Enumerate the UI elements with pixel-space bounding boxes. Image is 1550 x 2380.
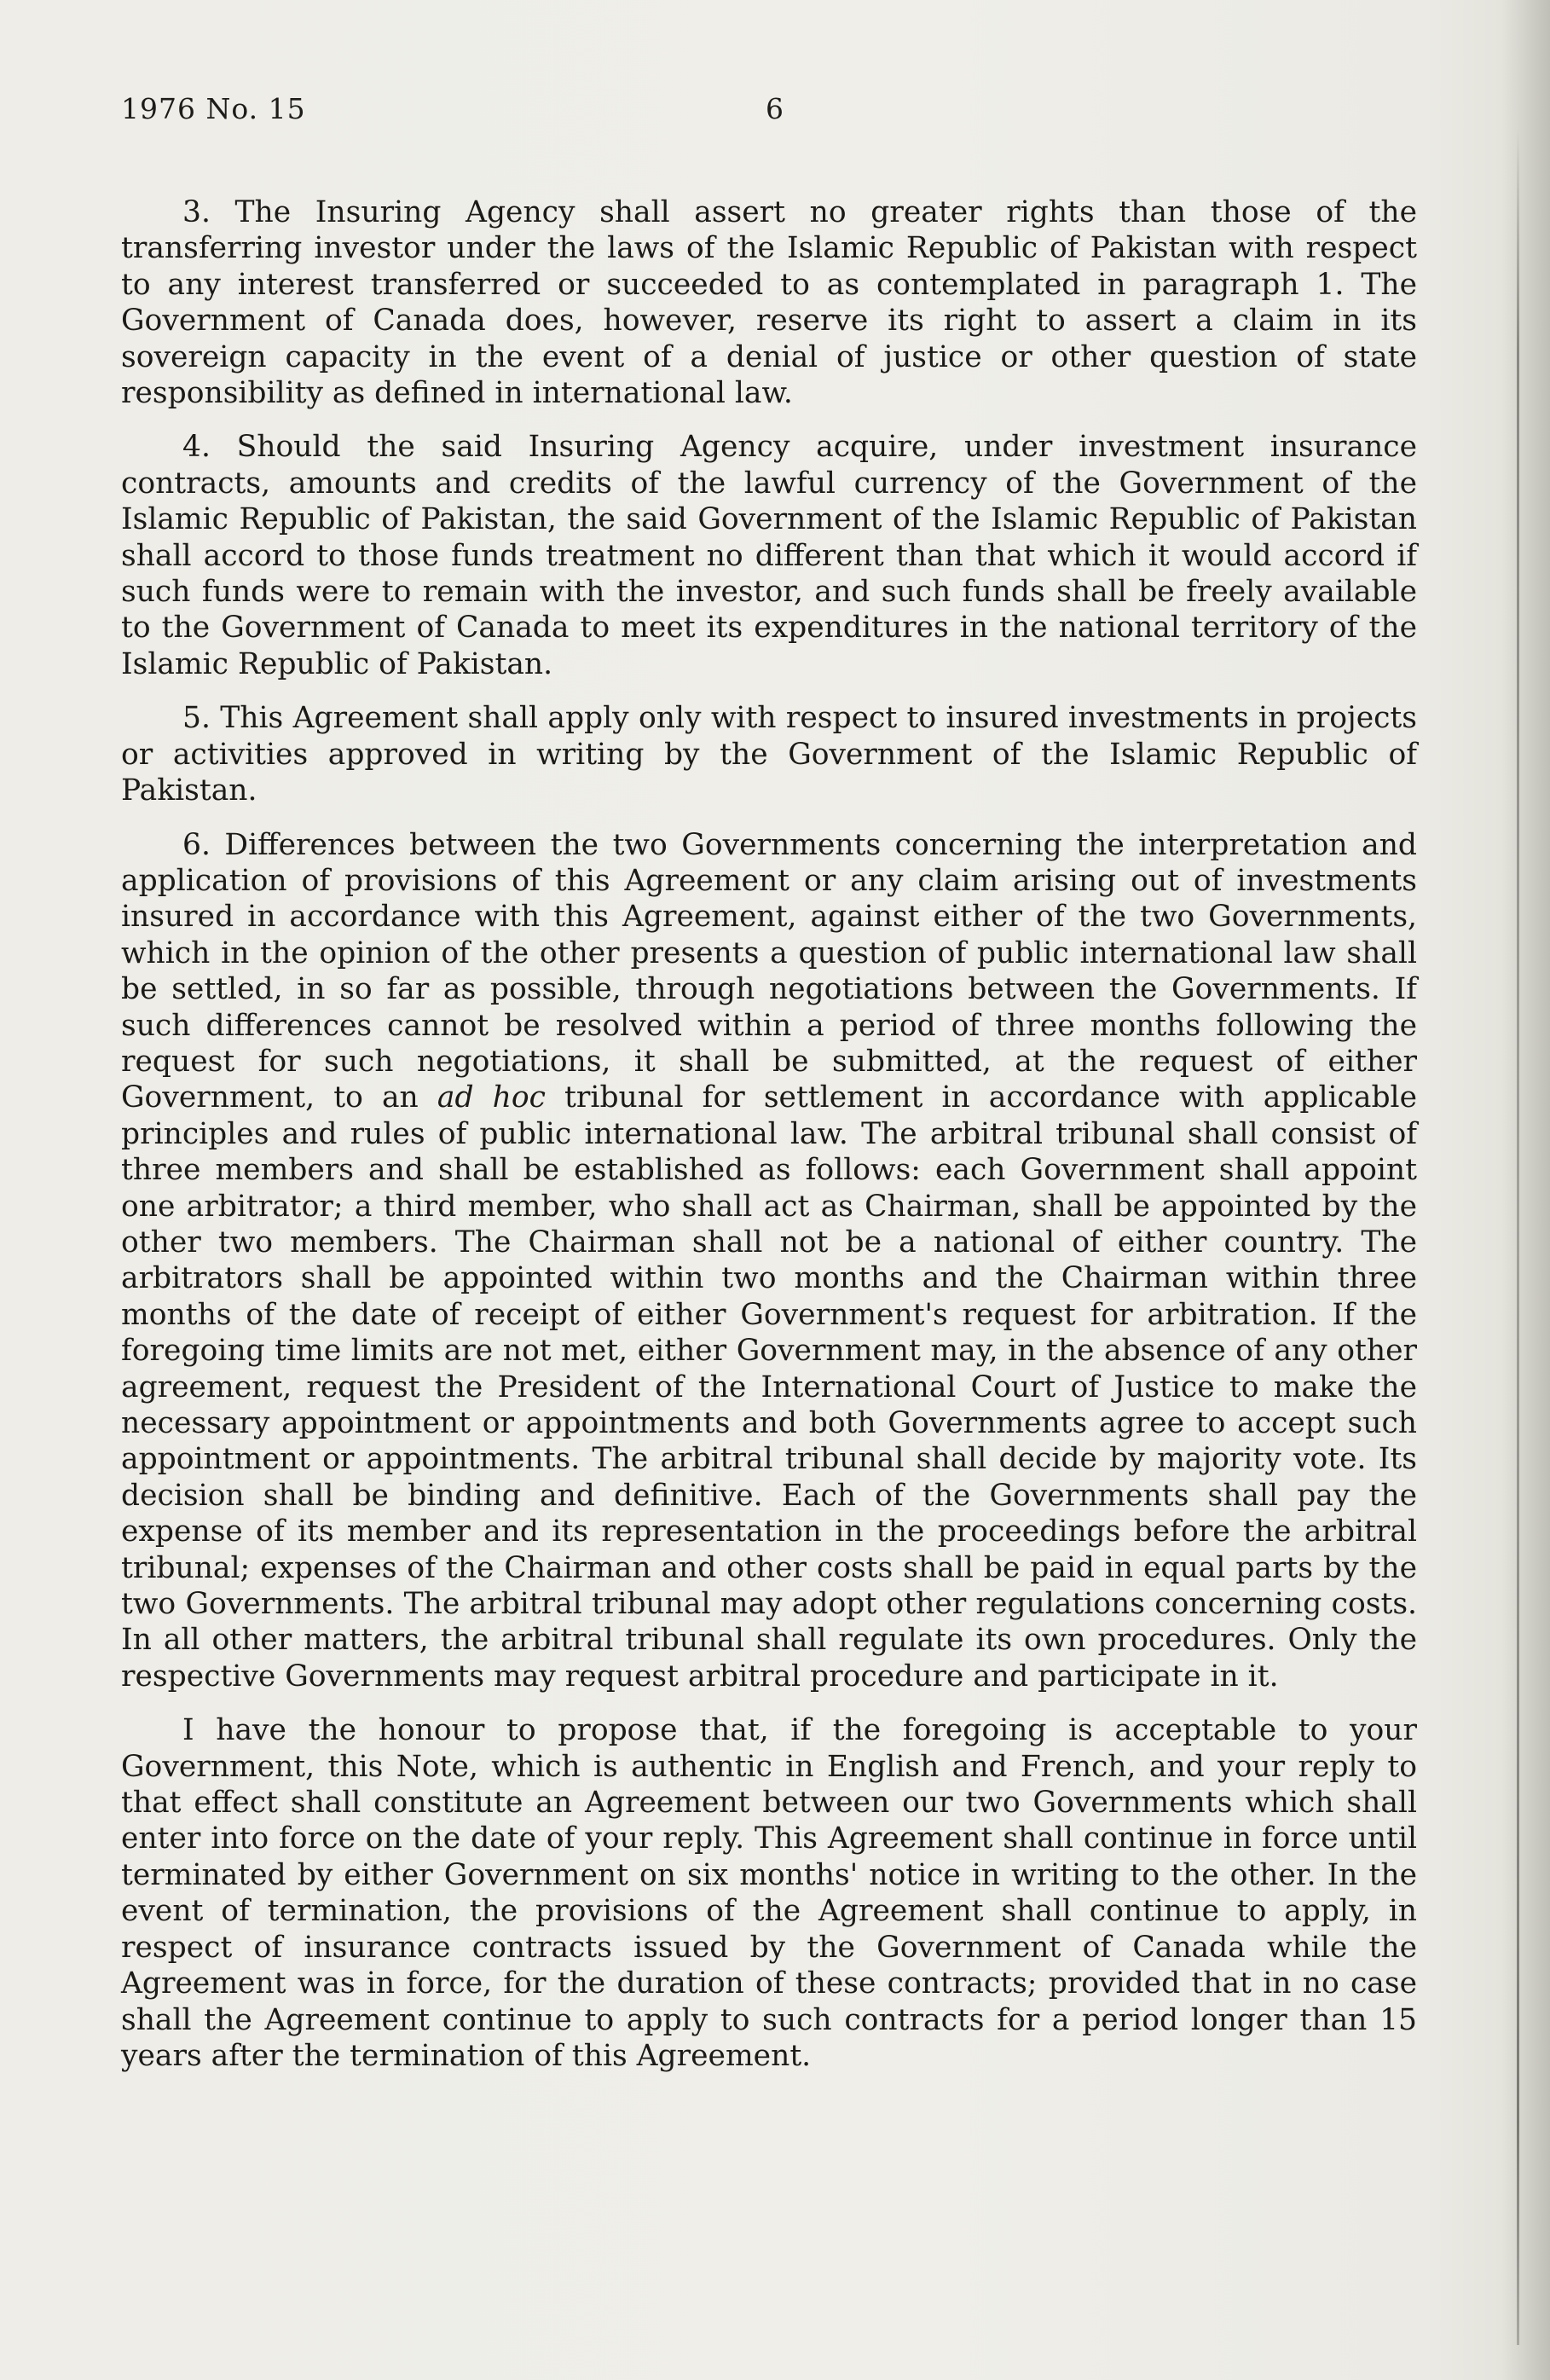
closing-paragraph: I have the honour to propose that, if the foregoing is acceptable to your Government, this Note, which is authentic in English and French, and your reply to that effect shall constitute an Agreement between our two Governments which shall enter into force on the date of your reply. This Agreement shall continue in force until terminated by either Government on six months' notice in writing to the other. In the event of termination, the provisions of the Agreement shall continue to apply, in respect of insurance contracts issued by the Government of Canada while the Agreement was in force, for the duration of these contracts; provided that in no case shall the Agreement continue to apply to such contracts for a period longer than 15 years after the termination of this Agreement.	[121, 1713, 1417, 2073]
ad-hoc-italic: ad hoc	[437, 1080, 546, 1115]
paragraph-6: 6. Differences between the two Governments concerning the interpretation and application of provisions of this Agreement or any claim arising out of investments insured in accordance with this Agreement, against either of the two Governments, which in the opinion of the other presents a question of public international law shall be settled, in so far as possible, through negotiations between the Governments. If such differences cannot be resolved within a period of three months following the request for such negotiations, it shall be submitted, at the request of either Government, to an ad hoc tribunal for settlement in accordance with applicable principles and rules of public international law. The arbitral tribunal shall consist of three members and shall be established as follows: each Government shall appoint one arbitrator; a third member, who shall act as Chairman, shall be appointed by the other two members. The Chairman shall not be a national of either country. The arbitrators shall be appointed within two months and the Chairman within three months of the date of receipt of either Government's request for arbitration. If the foregoing time limits are not met, either Government may, in the absence of any other agreement, request the President of the International Court of Justice to make the necessary appointment or appointments and both Governments agree to accept such appointment or appointments. The arbitral tribunal shall decide by majority vote. Its decision shall be binding and definitive. Each of the Governments shall pay the expense of its member and its representation in the proceedings before the arbitral tribunal; expenses of the Chairman and other costs shall be paid in equal parts by the two Governments. The arbitral tribunal may adopt other regulations concerning costs. In all other matters, the arbitral tribunal shall regulate its own procedures. Only the respective Governments may request arbitral procedure and participate in it.	[121, 827, 1417, 1694]
paragraph-5: 5. This Agreement shall apply only with respect to insured investments in projects or activities approved in writing by the Government of the Islamic Republic of Pakistan.	[121, 701, 1417, 808]
page-number: 6	[766, 92, 784, 125]
paragraph-3: 3. The Insuring Agency shall assert no greater rights than those of the transferring investor under the laws of the Islamic Republic of Pakistan with respect to any interest transferred or succeeded to as contemplated in paragraph 1. The Government of Canada does, however, reserve its right to assert a claim in its sovereign capacity in the event of a denial of justice or other question of state responsibility as defined in international law.	[121, 195, 1417, 411]
document-body	[121, 194, 1417, 2092]
page-header	[121, 92, 1417, 140]
paragraph-4: 4. Should the said Insuring Agency acquire, under investment insurance contracts, amounts and credits of the lawful currency of the Government of the Islamic Republic of Pakistan, the said Government of the Islamic Republic of Pakistan shall accord to those funds treatment no different than that which it would accord if such funds were to remain with the investor, and such funds shall be freely available to the Government of Canada to meet its expenditures in the national territory of the Islamic Republic of Pakistan.	[121, 430, 1417, 681]
series-reference: 1976 No. 15	[121, 92, 306, 125]
binding-edge-line	[1517, 128, 1519, 2345]
page-edge-shadow	[1501, 0, 1550, 2380]
